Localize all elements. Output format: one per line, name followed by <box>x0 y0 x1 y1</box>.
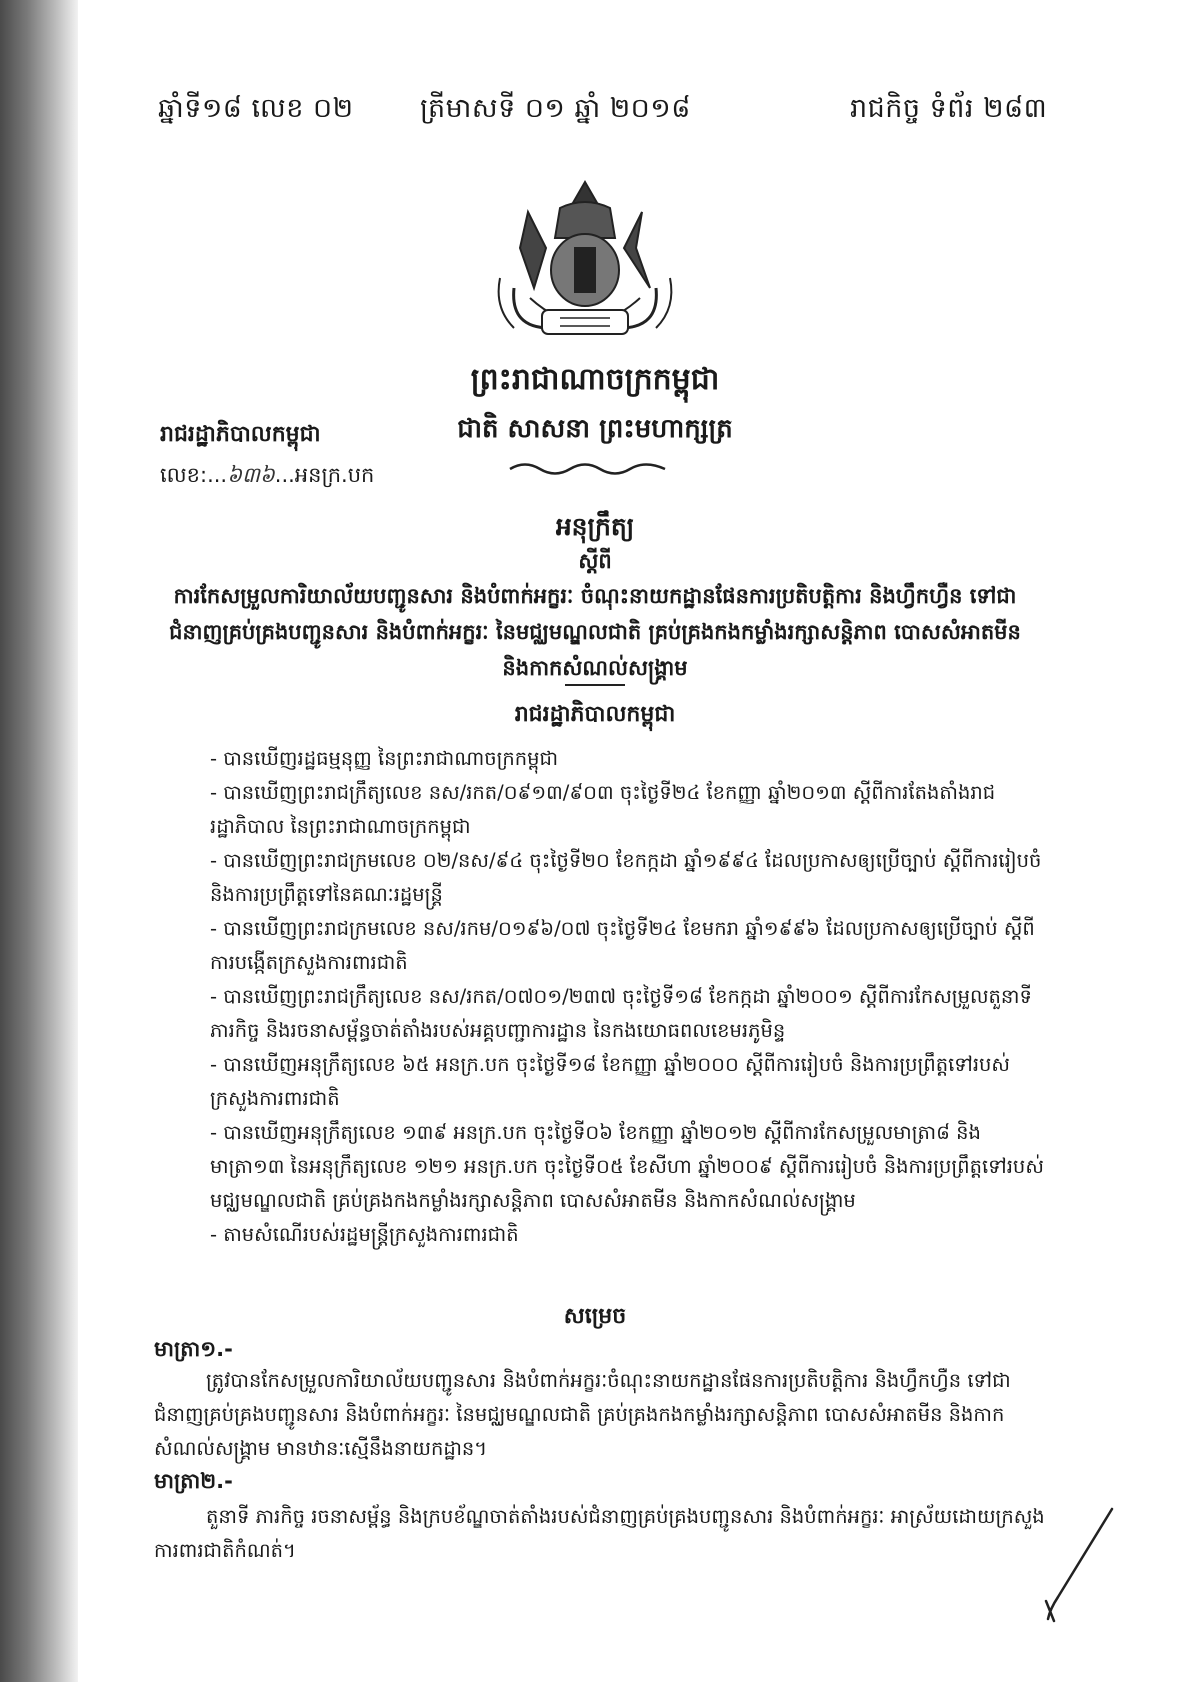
issuing-government-label: រាជរដ្ឋាភិបាលកម្ពុជា <box>160 422 321 447</box>
consideration-item: - បានឃើញអនុក្រឹត្យលេខ ១៣៩ អនក្រ.បក ចុះថ្ងៃទី០៦ ខែកញ្ញា ឆ្នាំ២០១២ ស្តីពីការកែសម្រួលមាត្រា៨ និងមាត្រា១៣ នៃអនុក្រឹត្យលេខ ១២១ អនក្រ.បក ចុះថ្ងៃទី០៥ ខែសីហា ឆ្នាំ២០០៩ ស្តីពីការរៀបចំ និងការប្រព្រឹត្តទៅរបស់មជ្ឈមណ្ឌលជាតិ គ្រប់គ្រងកងកម្លាំងរក្សាសន្តិភាព បោសសំអាតមីន និងកាកសំណល់សង្គ្រាម <box>210 1121 1044 1212</box>
divider <box>565 684 625 686</box>
reference-suffix: ...អនក្រ.បក <box>274 463 375 487</box>
consideration-item: - បានឃើញអនុក្រឹត្យលេខ ៦៥ អនក្រ.បក ចុះថ្ងៃទី១៨ ខែកញ្ញា ឆ្នាំ២០០០ ស្តីពីការរៀបចំ និងការប្រព្រឹត្តទៅរបស់ក្រសួងការពារជាតិ <box>210 1053 1010 1110</box>
document-subject: ការកែសម្រួលការិយាល័យបញ្ជូនសារ និងបំពាក់អក្ខរៈ ចំណុះនាយកដ្ឋានផែនការប្រតិបត្តិការ និងហ្វឹកហ្វឺន ទៅជាជំនាញគ្រប់គ្រងបញ្ជូនសារ និងបំពាក់អក្ខរៈ នៃមជ្ឈមណ្ឌលជាតិ គ្រប់គ្រងកងកម្លាំងរក្សាសន្តិភាព បោសសំអាតមីន និងកាកសំណល់សង្គ្រាម <box>169 584 1021 680</box>
article-2-heading: មាត្រា២.- <box>154 1469 233 1493</box>
consideration-item: - បានឃើញព្រះរាជក្រឹត្យលេខ នស/រកត/០៩១៣/៩០៣ ចុះថ្ងៃទី២៤ ខែកញ្ញា ឆ្នាំ២០១៣ ស្តីពីការតែងតាំងរាជរដ្ឋាភិបាល នៃព្រះរាជាណាចក្រកម្ពុជា <box>210 781 996 838</box>
article-1-body: ត្រូវបានកែសម្រួលការិយាល័យបញ្ជូនសារ និងបំពាក់អក្ខរៈចំណុះនាយកដ្ឋានផែនការប្រតិបត្តិការ និងហ្វឹកហ្វឺន ទៅជាជំនាញគ្រប់គ្រងបញ្ជូនសារ និងបំពាក់អក្ខរៈ នៃមជ្ឈមណ្ឌលជាតិ គ្រប់គ្រងកងកម្លាំងរក្សាសន្តិភាព បោសសំអាតមីន និងកាកសំណល់សង្គ្រាម មានឋានៈស្មើនឹងនាយកដ្ឋាន។ <box>154 1369 1011 1460</box>
royal-arms-emblem-icon <box>490 178 680 346</box>
decision-heading: សម្រេច <box>563 1304 627 1329</box>
consideration-item: - តាមសំណើរបស់រដ្ឋមន្ត្រីក្រសួងការពារជាតិ <box>210 1223 519 1246</box>
reference-number <box>160 462 374 493</box>
consideration-item: - បានឃើញព្រះរាជក្រឹត្យលេខ នស/រកត/០៧០១/២៣៧ ចុះថ្ងៃទី១៨ ខែកក្កដា ឆ្នាំ២០០១ ស្តីពីការកែសម្រួលតួនាទីភារកិច្ច និងរចនាសម្ព័ន្ធចាត់តាំងរបស់អគ្គបញ្ជាការដ្ឋាន នៃកងយោធពលខេមរភូមិន្ទ <box>210 985 1032 1042</box>
consideration-item: - បានឃើញរដ្ឋធម្មនុញ្ញ នៃព្រះរាជាណាចក្រកម្ពុជា <box>210 747 559 770</box>
article-1-heading: មាត្រា១.- <box>154 1337 233 1361</box>
kingdom-name: ព្រះរាជាណាចក្រកម្ពុជា <box>470 362 720 397</box>
consideration-item: - បានឃើញព្រះរាជក្រមលេខ នស/រកម/០១៩៦/០៧ ចុះថ្ងៃទី២៤ ខែមករា ឆ្នាំ១៩៩៦ ដែលប្រកាសឲ្យប្រើច្បាប់ ស្តីពីការបង្កើតក្រសួងការពារជាតិ <box>210 917 1035 974</box>
gazette-page-number: រាជកិច្ច ទំព័រ ២៨៣ <box>850 93 1048 124</box>
decorative-flourish-icon <box>505 458 670 480</box>
initial-signature-mark-icon <box>1040 1505 1120 1625</box>
issuing-authority: រាជរដ្ឋាភិបាលកម្ពុជា <box>514 702 676 727</box>
document-about: ស្តីពី <box>578 549 612 573</box>
gazette-quarter-date: ត្រីមាសទី ០១ ឆ្នាំ ២០១៨ <box>420 93 691 124</box>
national-motto: ជាតិ សាសនា ព្រះមហាក្សត្រ <box>457 414 733 444</box>
reference-handwritten-number: ៦៣៦ <box>227 463 275 487</box>
document-type: អនុក្រឹត្យ <box>555 512 635 541</box>
considerations-list <box>210 742 1050 1252</box>
article-2-body: តួនាទី ភារកិច្ច រចនាសម្ព័ន្ធ និងក្របខ័ណ្ឌចាត់តាំងរបស់ជំនាញគ្រប់គ្រងបញ្ជូនសារ និងបំពាក់អក្ខរៈ អាស្រ័យដោយក្រសួងការពារជាតិកំណត់។ <box>154 1505 1045 1562</box>
gazette-year-issue: ឆ្នាំទី១៨ លេខ ០២ <box>158 93 354 124</box>
reference-prefix: លេខ:... <box>160 463 228 487</box>
consideration-item: - បានឃើញព្រះរាជក្រមលេខ ០២/នស/៩៤ ចុះថ្ងៃទី២០ ខែកក្កដា ឆ្នាំ១៩៩៤ ដែលប្រកាសឲ្យប្រើច្បាប់ ស្តីពីការរៀបចំ និងការប្រព្រឹត្តទៅនៃគណៈរដ្ឋមន្ត្រី <box>210 849 1042 906</box>
